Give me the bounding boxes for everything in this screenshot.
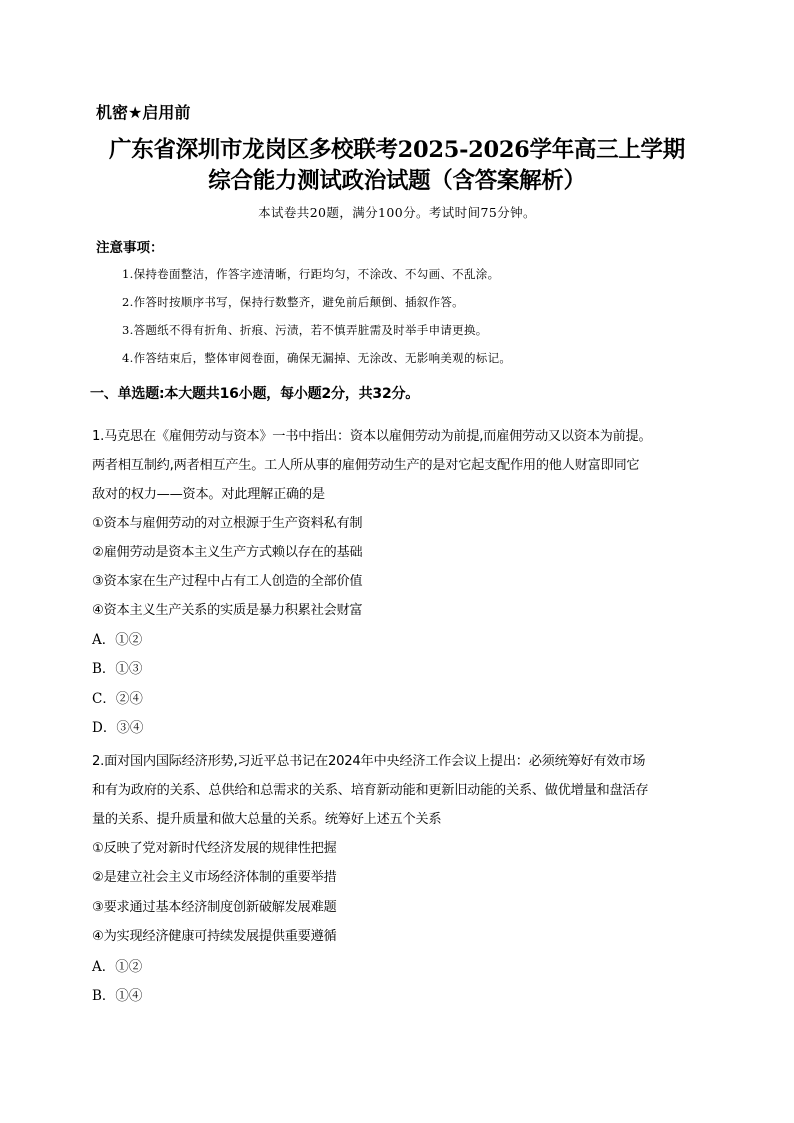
question-1-statement: ②雇佣劳动是资本主义生产方式赖以存在的基础 (92, 545, 363, 560)
exam-title-line-2: 综合能力测试政治试题（含答案解析） (208, 168, 586, 194)
question-1-stem-line: 1.马克思在《雇佣劳动与资本》一书中指出：资本以雇佣劳动为前提,而雇佣劳动又以资本为前提。 (92, 429, 652, 444)
exam-title-line-1: 广东省深圳市龙岗区多校联考2025-2026学年高三上学期 (109, 137, 685, 163)
question-1-statement: ①资本与雇佣劳动的对立根源于生产资料私有制 (92, 516, 363, 531)
question-1-option-d: D．③④ (92, 720, 144, 736)
question-1-statement: ③资本家在生产过程中占有工人创造的全部价值 (92, 574, 363, 589)
question-2-statement: ①反映了党对新时代经济发展的规律性把握 (92, 841, 337, 856)
question-1-option-a: A．①② (92, 632, 143, 648)
question-2-stem-line: 量的关系、提升质量和做大总量的关系。统筹好上述五个关系 (92, 812, 442, 827)
question-1-option-b: B．①③ (92, 661, 143, 677)
question-1-stem-line: 敌对的权力——资本。对此理解正确的是 (92, 487, 325, 502)
question-2-statement: ②是建立社会主义市场经济体制的重要举措 (92, 870, 337, 885)
section-heading: 一、单选题:本大题共16小题，每小题2分，共32分。 (90, 386, 420, 402)
question-2-stem-line: 和有为政府的关系、总供给和总需求的关系、培育新动能和更新旧动能的关系、做优增量和盘活存 (92, 783, 649, 798)
question-2-statement: ③要求通过基本经济制度创新破解发展难题 (92, 900, 337, 915)
question-2-option-b: B．①④ (92, 988, 143, 1004)
confidential-label: 机密★启用前 (96, 103, 191, 122)
note-item: 1.保持卷面整洁，作答字迹清晰，行距均匀，不涂改、不勾画、不乱涂。 (122, 267, 500, 281)
note-item: 3.答题纸不得有折角、折痕、污渍，若不慎弄脏需及时举手申请更换。 (122, 323, 488, 337)
exam-info: 本试卷共20题，满分100分。考试时间75分钟。 (258, 205, 536, 220)
question-2-stem-line: 2.面对国内国际经济形势,习近平总书记在2024年中央经济工作会议上提出：必须统筹好有效市场 (92, 754, 646, 769)
question-1-stem-line: 两者相互制约,两者相互产生。工人所从事的雇佣劳动生产的是对它起支配作用的他人财富即同它 (92, 458, 640, 473)
question-2-statement: ④为实现经济健康可持续发展提供重要遵循 (92, 929, 337, 944)
question-1-statement: ④资本主义生产关系的实质是暴力积累社会财富 (92, 603, 363, 618)
question-2-option-a: A．①② (92, 959, 143, 975)
note-item: 4.作答结束后，整体审阅卷面，确保无漏掉、无涂改、无影响美观的标记。 (122, 351, 512, 365)
question-1-option-c: C．②④ (92, 691, 143, 707)
note-item: 2.作答时按顺序书写，保持行数整齐，避免前后颠倒、插叙作答。 (122, 295, 464, 309)
notes-heading: 注意事项： (96, 240, 164, 256)
